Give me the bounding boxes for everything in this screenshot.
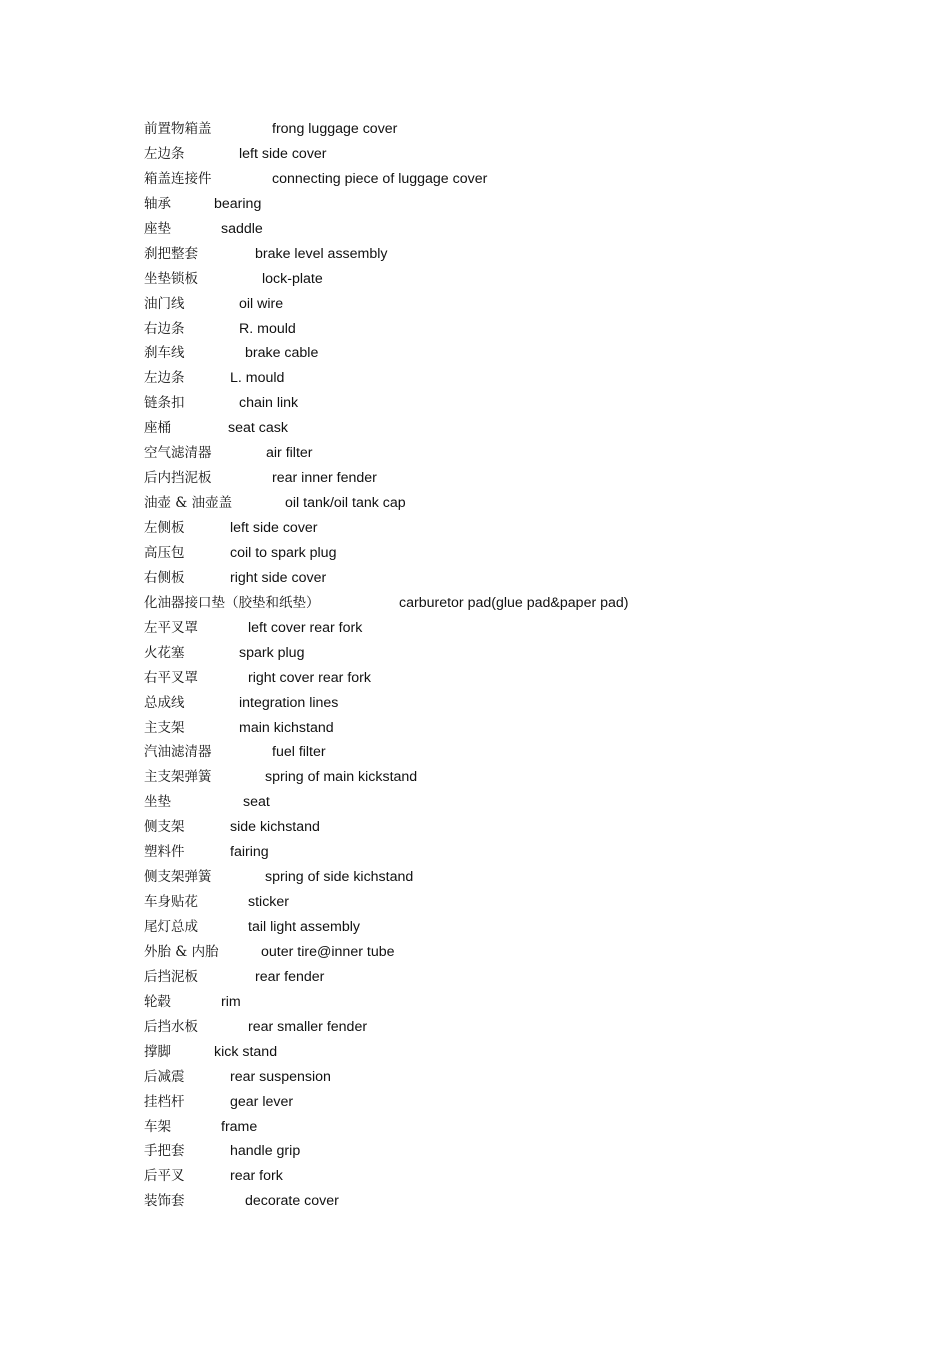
chinese-term: 左平叉罩 (144, 619, 198, 636)
chinese-term: 轴承 (144, 195, 171, 212)
english-term: frame (221, 1118, 258, 1135)
chinese-term: 撑脚 (144, 1043, 171, 1060)
chinese-term: 装饰套 (144, 1193, 185, 1210)
chinese-term: 后挡泥板 (144, 968, 198, 985)
chinese-term: 坐垫 (144, 794, 171, 811)
chinese-term: 车身贴花 (144, 894, 198, 911)
chinese-term: 轮毂 (144, 993, 171, 1010)
chinese-term: 后减震 (144, 1068, 185, 1085)
english-term: left cover rear fork (248, 619, 363, 636)
english-term: saddle (221, 220, 263, 237)
english-term: gear lever (230, 1093, 294, 1110)
english-term: rear fender (255, 968, 325, 985)
chinese-term: 左边条 (144, 370, 185, 387)
chinese-term: 后平叉 (144, 1168, 185, 1185)
english-term: L. mould (230, 370, 285, 387)
english-term: frong luggage cover (272, 121, 398, 137)
english-term: tail light assembly (248, 919, 360, 935)
english-term: spark plug (239, 644, 305, 661)
chinese-term: 右侧板 (144, 569, 185, 586)
chinese-term: 右边条 (144, 320, 185, 337)
english-term: lock-plate (262, 270, 323, 287)
chinese-term: 油门线 (144, 295, 185, 312)
chinese-term: 箱盖连接件 (144, 170, 212, 187)
english-term: brake level assembly (255, 245, 388, 262)
chinese-term: 高压包 (144, 544, 185, 561)
english-term: coil to spark plug (230, 544, 337, 561)
english-term: right cover rear fork (248, 669, 371, 686)
chinese-term: 空气滤清器 (144, 445, 212, 462)
chinese-term: 刹把整套 (144, 245, 198, 262)
english-term: main kichstand (239, 719, 334, 736)
english-term: left side cover (239, 145, 327, 162)
english-term: R. mould (239, 320, 296, 337)
english-term: carburetor pad(glue pad&paper pad) (399, 594, 629, 611)
english-term: rear suspension (230, 1068, 331, 1085)
english-term: side kichstand (230, 819, 320, 836)
english-term: air filter (266, 445, 313, 462)
chinese-term: 汽油滤清器 (144, 744, 212, 761)
chinese-term: 后挡水板 (144, 1018, 198, 1035)
chinese-term: 火花塞 (144, 644, 185, 661)
chinese-term: 右平叉罩 (144, 669, 198, 686)
english-term: connecting piece of luggage cover (272, 170, 488, 187)
english-term: handle grip (230, 1143, 301, 1160)
chinese-term: 外胎 & 内胎 (144, 943, 219, 960)
english-term: rear fork (230, 1168, 283, 1185)
english-term: rim (221, 993, 241, 1010)
english-term: right side cover (230, 569, 327, 586)
english-term: fairing (230, 844, 269, 861)
chinese-term: 车架 (144, 1118, 171, 1135)
english-term: spring of side kichstand (265, 869, 414, 886)
english-term: left side cover (230, 520, 318, 536)
english-term: rear smaller fender (248, 1018, 368, 1035)
english-term: oil wire (239, 295, 284, 312)
chinese-term: 塑料件 (144, 844, 185, 861)
chinese-term: 座桶 (144, 420, 171, 437)
chinese-term: 主支架弹簧 (144, 769, 212, 786)
english-term: bearing (214, 195, 262, 212)
chinese-term: 挂档杆 (144, 1093, 185, 1110)
english-term: oil tank/oil tank cap (285, 495, 406, 512)
english-term: seat cask (228, 420, 288, 437)
english-term: integration lines (239, 694, 339, 711)
english-term: fuel filter (272, 744, 326, 761)
chinese-term: 主支架 (144, 719, 185, 736)
english-term: brake cable (245, 345, 319, 362)
chinese-term: 侧支架 (144, 819, 185, 836)
chinese-term: 链条扣 (144, 395, 185, 412)
chinese-term: 手把套 (144, 1143, 185, 1160)
english-term: spring of main kickstand (265, 769, 418, 786)
chinese-term: 侧支架弹簧 (144, 869, 212, 886)
chinese-term: 左侧板 (144, 520, 185, 536)
english-term: decorate cover (245, 1193, 339, 1210)
english-term: rear inner fender (272, 470, 377, 487)
chinese-term: 尾灯总成 (144, 919, 198, 935)
chinese-term: 油壶 & 油壶盖 (144, 495, 233, 512)
chinese-term: 前置物箱盖 (144, 121, 212, 137)
chinese-term: 总成线 (144, 694, 185, 711)
chinese-term: 后内挡泥板 (144, 470, 212, 487)
chinese-term: 化油器接口垫（胶垫和纸垫） (144, 594, 320, 611)
english-term: sticker (248, 894, 289, 911)
chinese-term: 座垫 (144, 220, 171, 237)
english-term: outer tire@inner tube (261, 943, 395, 960)
chinese-term: 左边条 (144, 145, 185, 162)
chinese-term: 坐垫锁板 (144, 270, 198, 287)
english-term: seat (243, 794, 270, 811)
chinese-term: 刹车线 (144, 345, 185, 362)
english-term: chain link (239, 395, 299, 412)
english-term: kick stand (214, 1043, 278, 1060)
